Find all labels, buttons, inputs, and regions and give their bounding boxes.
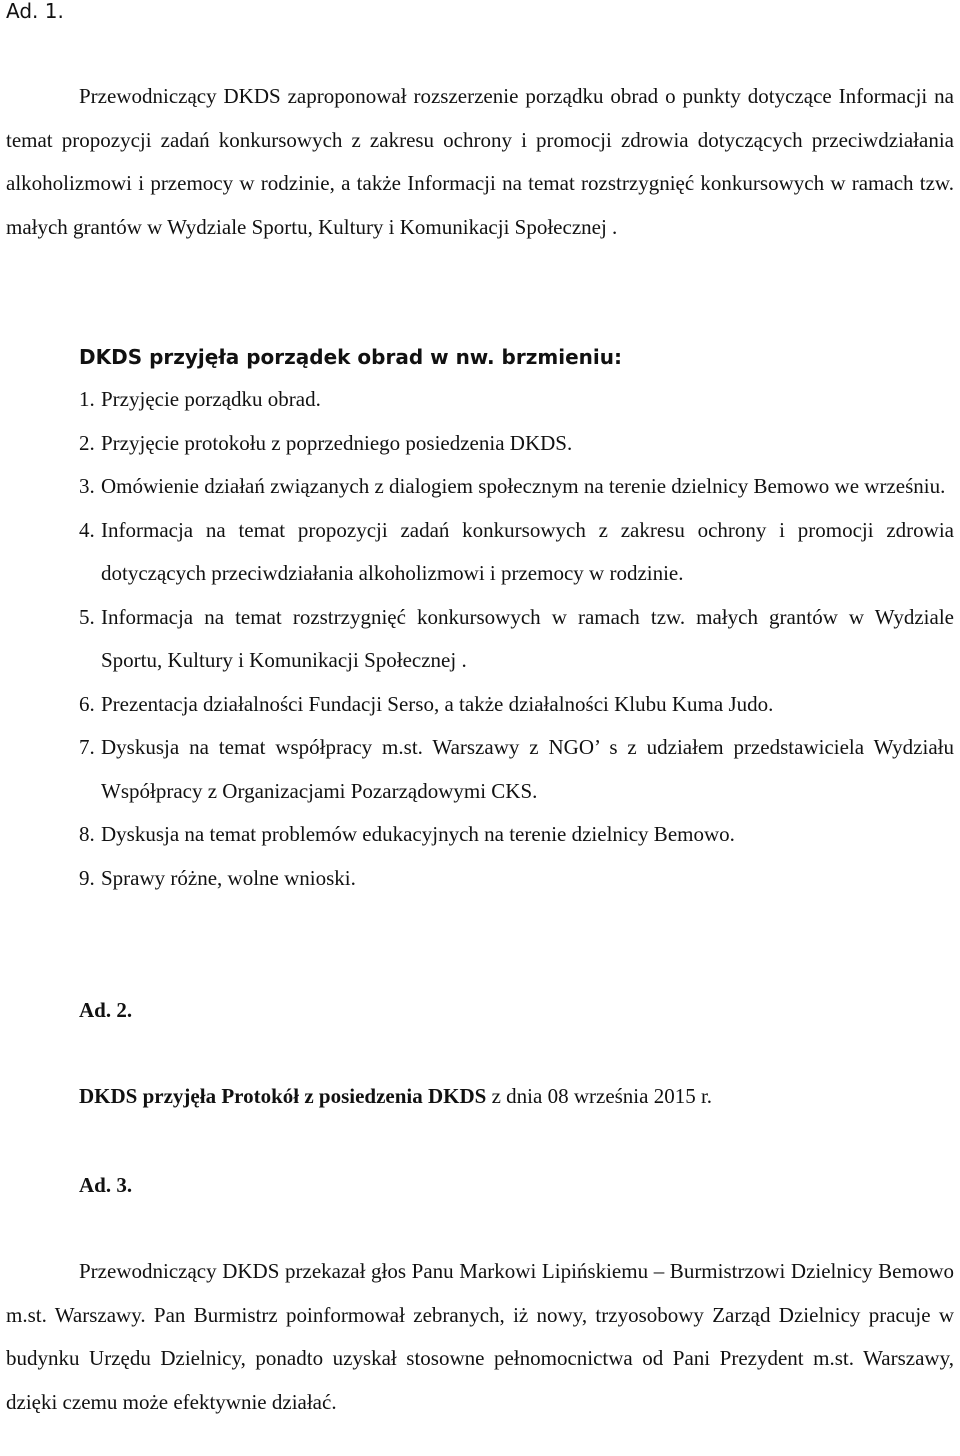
agenda-item-number: 1. xyxy=(79,387,95,411)
agenda-item-number: 9. xyxy=(79,865,95,890)
agenda-item xyxy=(79,378,954,422)
agenda-item-text: Dyskusja na temat współpracy m.st. Warszawy z NGO’ s z udziałem przedstawiciela Wydziału Współpracy z Organizacjami Pozarządowymi CKS. xyxy=(101,735,954,803)
agenda-item xyxy=(79,857,954,901)
agenda-item xyxy=(79,509,954,596)
agenda-item-number: 7. xyxy=(79,735,95,759)
agenda-item-number: 8. xyxy=(79,822,95,846)
agenda-item-text: Sprawy różne, wolne wnioski. xyxy=(101,865,356,890)
agenda-item-number: 2. xyxy=(79,430,95,455)
agenda-item xyxy=(79,813,954,857)
agenda-item-number: 4. xyxy=(79,517,95,542)
agenda-item-text: Informacja na temat propozycji zadań konkursowych z zakresu ochrony i promocji zdrowia dotyczących przeciwdziałania alkoholizmowi i przemocy w rodzinie. xyxy=(101,517,954,585)
ad2-sentence-bold: DKDS przyjęła Protokół z posiedzenia DKDS xyxy=(79,1084,487,1108)
agenda-item-number: 3. xyxy=(79,474,95,498)
agenda-list xyxy=(79,378,954,900)
ad1-intro-paragraph: Przewodniczący DKDS zaproponował rozszerzenie porządku obrad o punkty dotyczące Informacji na temat propozycji zadań konkursowych z zakresu ochrony i promocji zdrowia dotyczących przeciwdziałania alkoholizmowi i przemocy w rodzinie, a także Informacji na temat rozstrzygnięć konkursowych w ramach tzw. małych grantów w Wydziale Sportu, Kultury i Komunikacji Społecznej . xyxy=(6,84,954,239)
agenda-heading: DKDS przyjęła porządek obrad w nw. brzmieniu: xyxy=(79,345,622,369)
agenda-item-text: Omówienie działań związanych z dialogiem społecznym na terenie dzielnicy Bemowo we wrześniu. xyxy=(101,474,946,498)
agenda-item-text: Przyjęcie porządku obrad. xyxy=(101,387,321,411)
agenda-item-text: Prezentacja działalności Fundacji Serso, a także działalności Klubu Kuma Judo. xyxy=(101,691,774,716)
ad3-heading: Ad. 3. xyxy=(79,1173,133,1197)
agenda-item-number: 5. xyxy=(79,604,95,629)
ad2-sentence-rest: z dnia 08 września 2015 r. xyxy=(486,1084,713,1108)
agenda-item-text: Przyjęcie protokołu z poprzedniego posiedzenia DKDS. xyxy=(101,430,573,455)
ad2-heading: Ad. 2. xyxy=(79,998,133,1022)
agenda-item xyxy=(79,596,954,683)
agenda-item xyxy=(79,726,954,813)
ad3-paragraph: Przewodniczący DKDS przekazał głos Panu Markowi Lipińskiemu – Burmistrzowi Dzielnicy Bemowo m.st. Warszawy. Pan Burmistrz poinformował zebranych, iż nowy, trzyosobowy Zarząd Dzielnicy pracuje w budynku Urzędu Dzielnicy, ponadto uzyskał stosowne pełnomocnictwa od Pani Prezydent m.st. Warszawy, dzięki czemu może efektywnie działać. xyxy=(6,1259,954,1414)
agenda-item xyxy=(79,465,954,509)
ad2-sentence xyxy=(79,1075,712,1119)
agenda-item xyxy=(79,683,954,727)
agenda-item-text: Informacja na temat rozstrzygnięć konkursowych w ramach tzw. małych grantów w Wydziale Sportu, Kultury i Komunikacji Społecznej . xyxy=(101,604,954,672)
agenda-item-text: Dyskusja na temat problemów edukacyjnych na terenie dzielnicy Bemowo. xyxy=(101,822,735,846)
ad1-heading: Ad. 1. xyxy=(6,0,64,23)
agenda-item xyxy=(79,422,954,466)
agenda-item-number: 6. xyxy=(79,691,95,716)
